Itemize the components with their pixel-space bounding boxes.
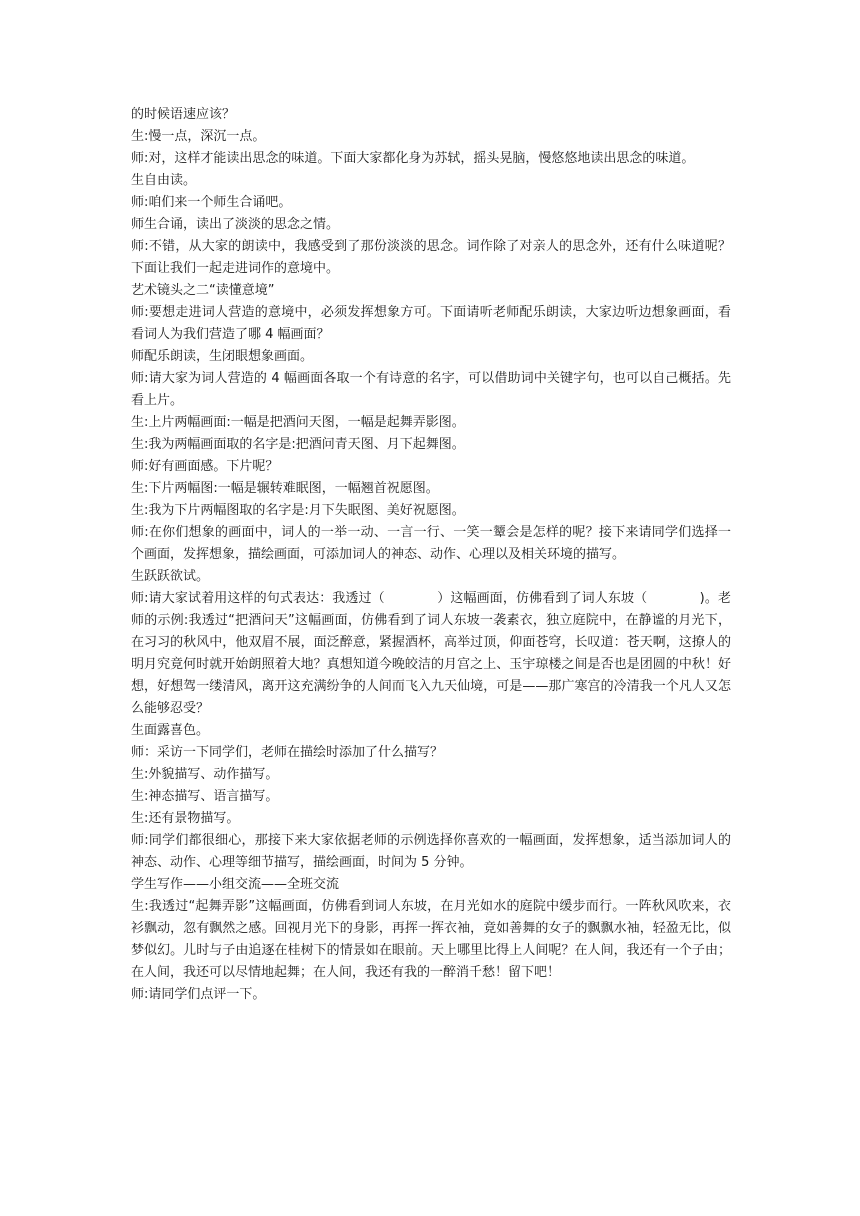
paragraph-7: 师:不错，从大家的朗读中，我感受到了那份淡淡的思念。词作除了对亲人的思念外，还有什么味道呢？下面让我们一起走进词作的意境中。 <box>131 239 731 276</box>
paragraph-25: 师:同学们都很细心，那接下来大家依据老师的示例选择你喜欢的一幅画面，发挥想象，适当添加词人的神态、动作、心理等细节描写，描绘画面，时间为 5 分钟。 <box>131 833 731 870</box>
paragraph-12: 生:上片两幅画面:一幅是把酒问天图，一幅是起舞弄影图。 <box>131 415 465 430</box>
paragraph-2: 生:慢一点，深沉一点。 <box>131 129 266 144</box>
paragraph-5: 师:咱们来一个师生合诵吧。 <box>131 195 292 210</box>
paragraph-27: 生:我透过“起舞弄影”这幅画面，仿佛看到词人东坡，在月光如水的庭院中缓步而行。一阵秋风吹来，衣衫飘动，忽有飘然之感。回视月光下的身影，再挥一挥衣袖，竟如善舞的女子的飘飘水袖，轻盈无比，似梦似幻。儿时与子由追逐在桂树下的情景如在眼前。天上哪里比得上人间呢？在人间，我还有一个子由；在人间，我还可以尽情地起舞；在人间，我还有我的一醉消千愁！留下吧！ <box>131 899 731 980</box>
paragraph-19: 师:请大家试着用这样的句式表达：我透过（ ）这幅画面，仿佛看到了词人东坡（ )。老师的示例:我透过“把酒问天”这幅画面，仿佛看到了词人东坡一袭素衣，独立庭院中，在静谧的月光下，在习习的秋风中，他双眉不展，面泛醉意，紧握酒杯，高举过顶，仰面苍穹，长叹道：苍天啊，这撩人的明月究竟何时就开始朗照着大地？真想知道今晚皎洁的月宫之上、玉宇琼楼之间是否也是团圆的中秋！好想，好想驾一缕清风，离开这充满纷争的人间而飞入九天仙境，可是——那广寒宫的冷清我一个凡人又怎么能够忍受？ <box>131 591 731 716</box>
paragraph-4: 生自由读。 <box>131 173 197 188</box>
paragraph-1: 的时候语速应该？ <box>131 107 236 122</box>
paragraph-20: 生面露喜色。 <box>131 723 210 738</box>
paragraph-13: 生:我为两幅画面取的名字是:把酒问青天图、月下起舞图。 <box>131 437 465 452</box>
paragraph-11: 师:请大家为词人营造的 4 幅画面各取一个有诗意的名字，可以借助词中关键字句，也可以自己概括。先看上片。 <box>131 371 731 408</box>
paragraph-28: 师:请同学们点评一下。 <box>131 987 266 1002</box>
paragraph-23: 生:神态描写、语言描写。 <box>131 789 279 804</box>
paragraph-6: 师生合诵，读出了淡淡的思念之情。 <box>131 217 340 232</box>
paragraph-9: 师:要想走进词人营造的意境中，必须发挥想象方可。下面请听老师配乐朗读，大家边听边想象画面，看看词人为我们营造了哪 4 幅画面？ <box>131 305 731 342</box>
paragraph-24: 生:还有景物描写。 <box>131 811 240 826</box>
paragraph-22: 生:外貌描写、动作描写。 <box>131 767 279 782</box>
paragraph-16: 生:我为下片两幅图取的名字是:月下失眠图、美好祝愿图。 <box>131 503 465 518</box>
paragraph-14: 师:好有画面感。下片呢？ <box>131 459 279 474</box>
paragraph-3: 师:对，这样才能读出思念的味道。下面大家都化身为苏轼，摇头晃脑，慢悠悠地读出思念的味道。 <box>131 151 695 166</box>
paragraph-15: 生:下片两幅图:一幅是辗转难眠图，一幅翘首祝愿图。 <box>131 481 439 496</box>
paragraph-17: 师:在你们想象的画面中，词人的一举一动、一言一行、一笑一颦会是怎样的呢？接下来请同学们选择一个画面，发挥想象，描绘画面，可添加词人的神态、动作、心理以及相关环境的描写。 <box>131 525 731 562</box>
paragraph-21: 师：采访一下同学们，老师在描绘时添加了什么描写？ <box>131 745 444 760</box>
paragraph-18: 生跃跃欲试。 <box>131 569 210 584</box>
paragraph-26: 学生写作——小组交流——全班交流 <box>131 877 340 892</box>
document-body <box>131 104 731 1006</box>
paragraph-10: 师配乐朗读，生闭眼想象画面。 <box>131 349 314 364</box>
section-heading: 艺术镜头之二“读懂意境” <box>131 283 275 298</box>
